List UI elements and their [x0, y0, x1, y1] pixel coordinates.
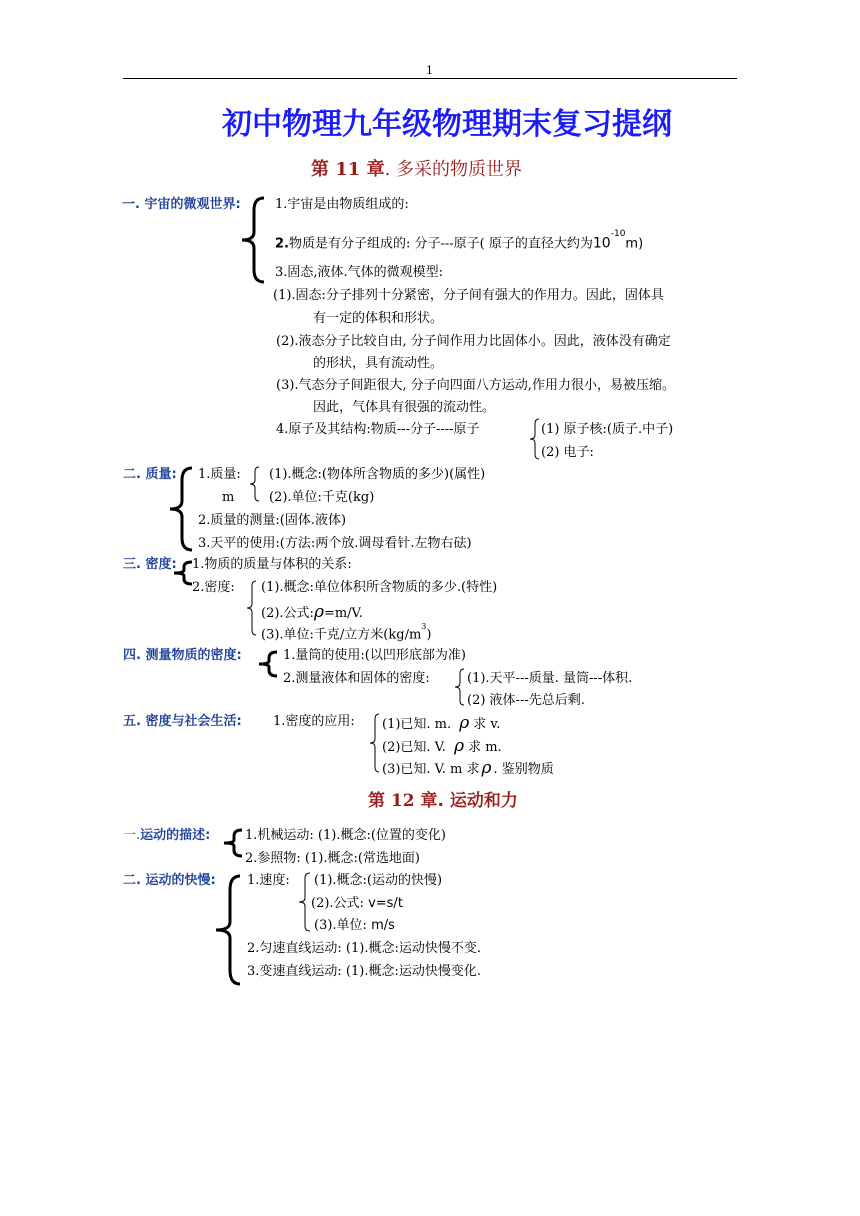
page-number: 1 [426, 64, 433, 77]
ch12-section-2-label: 二. 运动的快慢: [123, 873, 216, 888]
atom-part-2: (2) 电子: [541, 445, 594, 460]
brace-mass [249, 466, 261, 502]
s2-mass-symbol: m [222, 490, 235, 505]
s1-para-2b: 的形状，具有流动性。 [313, 356, 444, 371]
brace-ch12-section-2 [212, 874, 244, 986]
brace-density [246, 580, 258, 636]
brace-ch12-section-1 [222, 828, 244, 858]
brace-section-3 [172, 560, 194, 586]
s4-item-1: 1.量筒的使用:(以凹形底部为准) [283, 648, 466, 663]
s1-para-2a: (2).液态分子比较自由, 分子间作用力比固体小。因此，液体没有确定 [276, 334, 671, 349]
chapter-12-heading [368, 793, 518, 810]
s1-item-2: 2.物质是有分子组成的: 分子---原子( 原子的直径大约为$10^{-10}m$) [275, 229, 644, 252]
ch12-s2-item-1-1: (1).概念:(运动的快慢) [314, 873, 443, 888]
brace-section-1 [238, 196, 268, 284]
ch12-section-1-label: 一.运动的描述: [123, 828, 211, 843]
s2-item-1-2: (2).单位:千克(kg) [269, 490, 375, 505]
s2-item-1: 1.质量: [198, 467, 241, 482]
s3-item-2: 2.密度: [192, 580, 235, 595]
ch12-s1-item-1: 1.机械运动: (1).概念:(位置的变化) [245, 828, 446, 843]
s3-item-2-3: (3).单位:千克/立方米$(kg/m^3)$ [261, 622, 432, 643]
s3-item-1: 1.物质的质量与体积的关系: [192, 557, 352, 572]
page-title: 初中物理九年级物理期末复习提纲 [222, 107, 672, 142]
s5-item-1: 1.密度的应用: [273, 714, 355, 729]
chapter-12-title: . 运动和力 [437, 791, 518, 811]
ch12-s2-item-3: 3.变速直线运动: (1).概念:运动快慢变化. [247, 964, 481, 979]
s1-para-3a: (3).气态分子间距很大, 分子向四面八方运动,作用力很小，易被压缩。 [276, 378, 675, 393]
section-4-label: 四. 测量物质的密度: [123, 648, 242, 663]
brace-application [369, 713, 381, 773]
s1-item-1: 1.宇宙是由物质组成的: [275, 197, 409, 212]
section-1-label: 一. 宇宙的微观世界: [122, 197, 241, 212]
brace-measure [454, 668, 466, 706]
s4-item-2-2: (2) 液体---先总后剩. [467, 693, 585, 708]
s2-item-1-1: (1).概念:(物体所含物质的多少)(属性) [269, 467, 486, 482]
ch12-s2-item-1-3: (3).单位: m/s [314, 918, 395, 933]
brace-atom [529, 418, 541, 460]
section-3-label: 三. 密度: [123, 557, 177, 572]
section-5-label: 五. 密度与社会生活: [123, 714, 242, 729]
brace-section-4 [257, 650, 279, 678]
s2-item-3: 3.天平的使用:(方法:两个放.调母看针.左物右砝) [198, 536, 472, 551]
s1-para-3b: 因此，气体具有很强的流动性。 [313, 400, 496, 415]
ch12-s2-item-2: 2.匀速直线运动: (1).概念:运动快慢不变. [247, 941, 481, 956]
s2-item-2: 2.质量的测量:(固体.液体) [198, 513, 347, 528]
s3-item-2-2: (2).公式:ρ=m/V. [261, 602, 363, 622]
chapter-11-number: 第 11 章 [311, 159, 385, 180]
header-rule [123, 78, 737, 79]
s5-app-2: (2)已知. V. ρ 求 m. [382, 736, 502, 756]
s5-app-3: (3)已知. V. m 求 ρ . 鉴别物质 [382, 758, 554, 778]
s3-item-2-1: (1).概念:单位体积所含物质的多少.(特性) [261, 580, 498, 595]
brace-section-2 [166, 466, 196, 552]
s1-para-1a: (1).固态:分子排列十分紧密，分子间有强大的作用力。因此，固体具 [273, 288, 664, 303]
ch12-s2-item-1: 1.速度: [247, 873, 290, 888]
s5-app-1: (1)已知. m. ρ 求 v. [382, 713, 501, 733]
s1-item-3: 3.固态,液体.气体的微观模型: [275, 265, 444, 280]
s1-para-1b: 有一定的体积和形状。 [313, 311, 444, 326]
ch12-s2-item-1-2: (2).公式: v=s/t [311, 896, 403, 911]
chapter-11-heading [311, 161, 522, 179]
section-2-label: 二. 质量: [123, 467, 177, 482]
s4-item-2: 2.测量液体和固体的密度: [283, 671, 430, 686]
brace-speed [298, 872, 312, 932]
s1-item-4: 4.原子及其结构:物质---分子----原子 [276, 422, 480, 437]
chapter-11-title: . 多采的物质世界 [384, 159, 523, 180]
chapter-12-number: 第 12 章 [368, 791, 438, 811]
atom-part-1: (1) 原子核:(质子.中子) [541, 422, 674, 437]
ch12-s1-item-2: 2.参照物: (1).概念:(常选地面) [245, 851, 420, 866]
s4-item-2-1: (1).天平---质量. 量筒---体积. [467, 671, 633, 686]
